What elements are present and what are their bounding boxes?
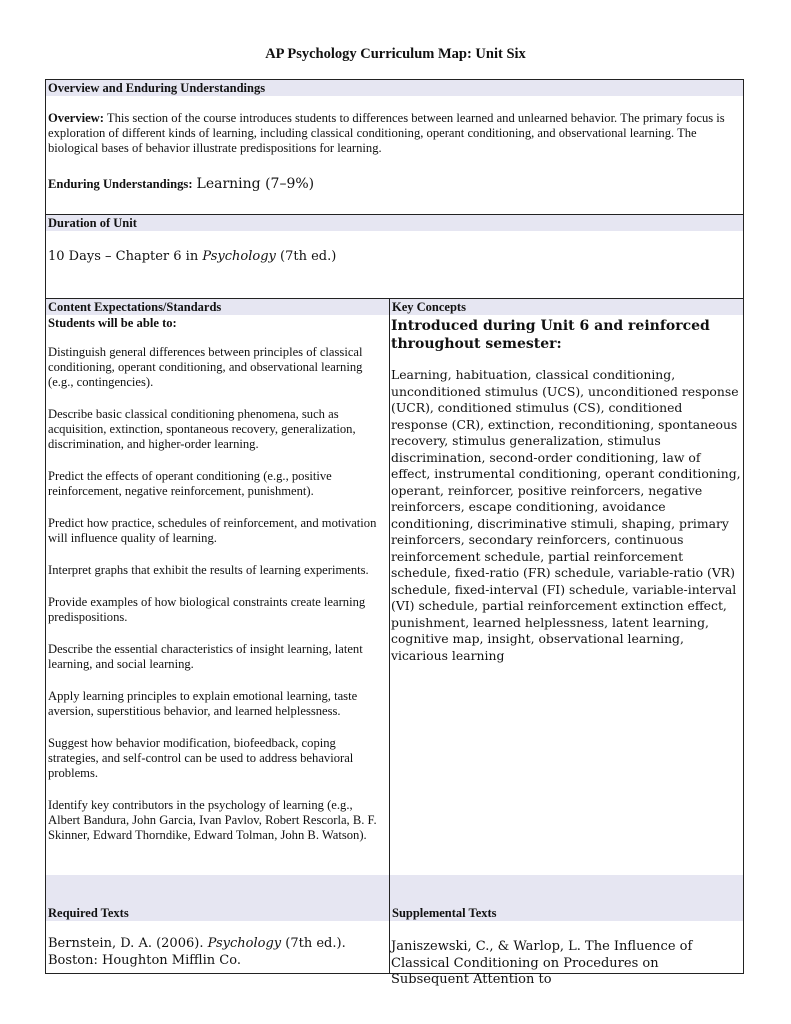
content-expectations-subheader: Students will be able to: — [48, 316, 177, 330]
list-item: Predict the effects of operant conditioning (e.g., positive reinforcement, negative reinforcement, punishment). — [48, 469, 332, 498]
list-item: Predict how practice, schedules of reinforcement, and motivation will influence quality of learning. — [48, 516, 377, 545]
list-item: Describe the essential characteristics of insight learning, latent learning, and social learning. — [48, 642, 363, 671]
document-title: AP Psychology Curriculum Map: Unit Six — [265, 46, 526, 62]
key-concepts-header: Key Concepts — [392, 300, 466, 314]
duration-prefix: 10 Days – Chapter 6 in — [48, 249, 203, 264]
content-expectations-header: Content Expectations/Standards — [48, 300, 222, 314]
duration-header: Duration of Unit — [46, 215, 743, 231]
duration-book-title: Psychology — [202, 249, 276, 264]
required-texts-citation — [48, 936, 385, 969]
enduring-value: Learning (7–9%) — [196, 176, 315, 192]
overview-label: Overview: — [48, 111, 104, 125]
list-item: Interpret graphs that exhibit the results of learning experiments. — [48, 563, 369, 577]
content-expectations-list — [48, 345, 387, 860]
enduring-label: Enduring Understandings: — [48, 177, 193, 191]
supplemental-texts-header: Supplemental Texts — [392, 906, 497, 920]
overview-header: Overview and Enduring Understandings — [46, 80, 743, 96]
list-item: Describe basic classical conditioning phenomena, such as acquisition, extinction, spontaneous recovery, generalization, discrimination, and higher-order learning. — [48, 407, 356, 451]
required-suffix: (7th ed.). Boston: Houghton Mifflin Co. — [48, 936, 346, 968]
required-book-title: Psychology — [207, 936, 282, 951]
duration-section — [45, 214, 744, 299]
overview-text: This section of the course introduces students to differences between learned and unlearned behavior. The primary focus is exploration of different kinds of learning, including classical conditioning, operant conditioning, and observational learning. The biological bases of behavior illustrate predispositions for learning. — [48, 111, 725, 155]
required-prefix: Bernstein, D. A. (2006). — [48, 936, 208, 951]
overview-section — [45, 79, 744, 215]
list-item: Apply learning principles to explain emotional learning, taste aversion, superstitious behavior, and learned helplessness. — [48, 689, 358, 718]
list-item: Provide examples of how biological constraints create learning predispositions. — [48, 595, 366, 624]
content-expectations-column — [46, 299, 390, 973]
list-item: Distinguish general differences between principles of classical conditioning, operant conditioning, and observational learning (e.g., contingencies). — [48, 345, 363, 389]
required-texts-header: Required Texts — [48, 906, 129, 920]
key-concepts-column — [390, 299, 743, 987]
enduring-understandings — [48, 175, 314, 193]
supplemental-texts-citation: Janiszewski, C., & Warlop, L. The Influence of Classical Conditioning on Procedures on Subsequent Attention to — [391, 939, 693, 987]
key-concepts-text: Learning, habituation, classical conditioning, unconditioned stimulus (UCS), unconditioned response (UCR), conditioned stimulus (CS), conditioned response (CR), extinction, reconditioning, spontaneous recovery, stimulus generalization, stimulus discrimination, second-order conditioning, law of effect, instrumental conditioning, operant conditioning, operant, reinforcer, positive reinforcers, negative reinforcers, escape conditioning, avoidance conditioning, discriminative stimuli, shaping, primary reinforcers, secondary reinforcers, continuous reinforcement schedule, partial reinforcement schedule, fixed-ratio (FR) schedule, variable-ratio (VR) schedule, fixed-interval (FI) schedule, variable-interval (VI) schedule, partial reinforcement extinction effect, punishment, learned helplessness, latent learning, cognitive map, insight, observational learning, vicarious learning — [391, 367, 741, 663]
list-item: Suggest how behavior modification, biofeedback, coping strategies, and self-control can be used to address behavioral problems. — [48, 736, 354, 780]
duration-suffix: (7th ed.) — [275, 249, 337, 264]
overview-paragraph — [48, 111, 739, 156]
duration-text — [48, 249, 336, 266]
content-table — [45, 298, 744, 987]
key-concepts-intro: Introduced during Unit 6 and reinforced throughout semester: — [391, 318, 710, 352]
list-item: Identify key contributors in the psychology of learning (e.g., Albert Bandura, John Garcia, Ivan Pavlov, Robert Rescorla, B. F. Skinner, Edward Thorndike, Edward Tolman, John B. Watson). — [48, 798, 377, 842]
